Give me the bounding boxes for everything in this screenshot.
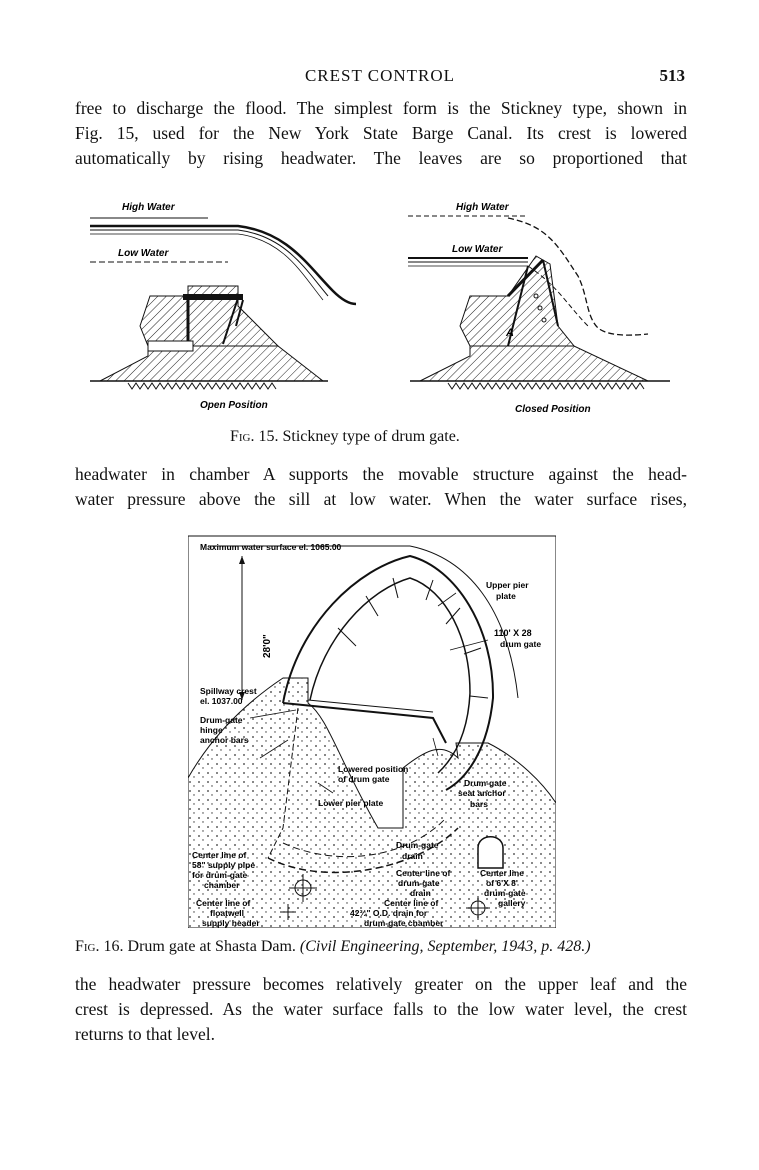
text-line: free to discharge the flood. The simplest form is the Stickney type, shown in (75, 98, 687, 118)
figure-15-caption-text: Stickney type of drum gate. (282, 428, 460, 445)
label-lowered-position: Lowered position (338, 764, 409, 774)
label-cl-drain: drum-gate (398, 878, 440, 888)
label-supply-pipe: for drum-gate (192, 870, 248, 880)
label-gallery: gallery (498, 898, 526, 908)
label-cl-drain: drain (410, 888, 431, 898)
label-floatwell: floatwell (210, 908, 245, 918)
label-gallery: drum-gate (484, 888, 526, 898)
label-od-drain: drum-gate chamber (364, 918, 444, 928)
label-supply-pipe: chamber (204, 880, 240, 890)
paragraph-1 (75, 96, 687, 171)
figure-16-caption-label: Fig. 16. (75, 938, 124, 955)
label-od-drain: 42¾" O.D. drain for (350, 908, 428, 918)
figure-16-caption (75, 938, 687, 956)
figure-16-caption-source: (Civil Engineering, September, 1943, p. 428.) (299, 938, 591, 955)
label-drum-gate-seat: Drum-gate (464, 778, 507, 788)
label-low-water-right: Low Water (452, 244, 503, 255)
label-upper-pier-plate: plate (496, 591, 516, 601)
label-cl-drain: Center line of (396, 868, 451, 878)
label-od-drain: Center line of (384, 898, 439, 908)
label-hinge: hinge (200, 725, 223, 735)
label-spillway-crest: el. 1037.00 (200, 696, 243, 706)
label-drum-gate-size: 110' X 28 (494, 628, 532, 638)
label-open-position: Open Position (200, 400, 268, 411)
running-head (75, 66, 685, 90)
figure-16-shasta-drum-gate (188, 528, 556, 928)
text-line: Fig. 15, used for the New York State Barge Canal. Its crest is lowered (75, 123, 687, 143)
running-head-title: CREST CONTROL (304, 66, 456, 85)
label-hinge: anchor bars (200, 735, 249, 745)
label-low-water-left: Low Water (118, 248, 169, 259)
text-line: returns to that level. (75, 1024, 215, 1044)
label-max-water: Maximum water surface el. 1065.00 (200, 542, 342, 552)
label-height-dim: 28'0" (262, 634, 273, 658)
label-supply-pipe: Center line of (192, 850, 247, 860)
label-high-water-left: High Water (122, 202, 175, 213)
label-drum-gate-seat: seat anchor (458, 788, 506, 798)
label-hinge: Drum-gate (200, 715, 243, 725)
label-lowered-position: of drum gate (338, 774, 390, 784)
text-line: water pressure above the sill at low water. When the water surface rises, (75, 489, 687, 509)
label-drum-gate-seat: bars (470, 799, 488, 809)
label-supply-pipe: 58" supply pipe (192, 860, 256, 870)
label-drum-gate-drain: drain (402, 851, 423, 861)
figure-15-caption-label: Fig. 15. (230, 428, 279, 445)
label-floatwell: Center line of (196, 898, 251, 908)
label-upper-pier-plate: Upper pier (486, 580, 529, 590)
label-drum-gate-size: drum gate (500, 639, 542, 649)
figure-15-caption (230, 428, 460, 446)
open-position-drawing (90, 218, 356, 389)
closed-position-drawing (408, 216, 670, 389)
label-floatwell: supply header (202, 918, 260, 928)
label-spillway-crest: Spillway crest (200, 686, 257, 696)
label-gallery: Center line (480, 868, 524, 878)
text-line: the headwater pressure becomes relatively greater on the upper leaf and the (75, 974, 687, 994)
label-chamber-a: A (506, 327, 514, 339)
label-drum-gate-drain: Drum-gate (396, 840, 439, 850)
label-high-water-right: High Water (456, 202, 509, 213)
label-closed-position: Closed Position (515, 404, 591, 415)
text-line: automatically by rising headwater. The leaves are so proportioned that (75, 148, 687, 168)
figure-16-caption-text: Drum gate at Shasta Dam. (127, 938, 296, 955)
page-number: 513 (659, 66, 685, 85)
paragraph-2 (75, 462, 687, 512)
label-lower-pier-plate: Lower pier plate (318, 798, 384, 808)
text-line: headwater in chamber A supports the movable structure against the head- (75, 464, 687, 484)
paragraph-3 (75, 972, 687, 1047)
label-gallery: of 6'X 8' (486, 878, 518, 888)
text-line: crest is depressed. As the water surface falls to the low water level, the crest (75, 999, 687, 1019)
figure-15-stickney-gate (88, 196, 672, 424)
